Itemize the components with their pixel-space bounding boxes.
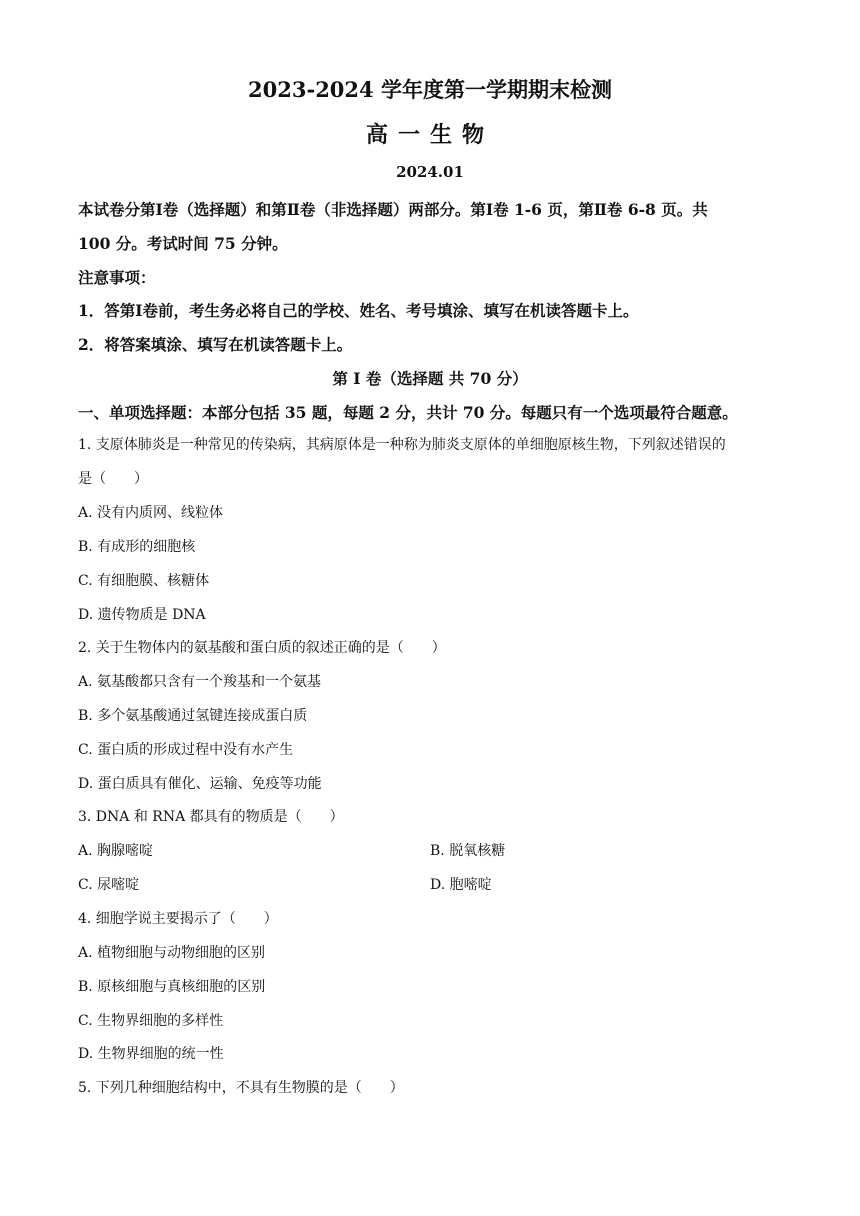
question-3-option-c: C. 尿嘧啶 <box>78 877 140 893</box>
question-3-stem: 3. DNA 和 RNA 都具有的物质是（ ） <box>78 809 344 825</box>
question-4-option-b: B. 原核细胞与真核细胞的区别 <box>78 979 266 995</box>
question-3-option-b: B. 脱氧核糖 <box>430 843 506 859</box>
exam-date: 2024.01 <box>396 163 464 181</box>
intro-line-1: 本试卷分第Ⅰ卷（选择题）和第Ⅱ卷（非选择题）两部分。第Ⅰ卷 1-6 页，第Ⅱ卷 6-8 页。共 <box>78 200 708 219</box>
exam-title: 2023-2024 学年度第一学期期末检测 <box>248 77 612 102</box>
intro-line-2: 100 分。考试时间 75 分钟。 <box>78 234 288 253</box>
question-4-stem: 4. 细胞学说主要揭示了（ ） <box>78 911 278 927</box>
section-heading: 第 Ⅰ 卷（选择题 共 70 分） <box>332 369 528 388</box>
question-4-option-c: C. 生物界细胞的多样性 <box>78 1013 224 1029</box>
question-2-option-b: B. 多个氨基酸通过氢键连接成蛋白质 <box>78 708 308 724</box>
question-1-option-d: D. 遗传物质是 DNA <box>78 607 206 623</box>
question-2-option-a: A. 氨基酸都只含有一个羧基和一个氨基 <box>78 674 322 690</box>
question-1-option-a: A. 没有内质网、线粒体 <box>78 505 224 521</box>
section-instruction: 一、单项选择题：本部分包括 35 题，每题 2 分，共计 70 分。每题只有一个选项最符合题意。 <box>78 403 738 422</box>
question-1-option-b: B. 有成形的细胞核 <box>78 539 196 555</box>
question-4-option-a: A. 植物细胞与动物细胞的区别 <box>78 945 266 961</box>
subject-title: 高一生物 <box>365 122 494 148</box>
question-5-stem: 5. 下列几种细胞结构中，不具有生物膜的是（ ） <box>78 1080 404 1096</box>
notice-item-2: 2．将答案填涂、填写在机读答题卡上。 <box>78 335 353 354</box>
question-1-option-c: C. 有细胞膜、核糖体 <box>78 573 210 589</box>
question-3-option-d: D. 胞嘧啶 <box>430 877 492 893</box>
question-3-option-a: A. 胸腺嘧啶 <box>78 843 154 859</box>
notice-heading: 注意事项： <box>78 268 156 287</box>
question-2-option-c: C. 蛋白质的形成过程中没有水产生 <box>78 742 294 758</box>
notice-item-1: 1．答第Ⅰ卷前，考生务必将自己的学校、姓名、考号填涂、填写在机读答题卡上。 <box>78 301 639 320</box>
question-1-stem-line-2: 是（ ） <box>78 471 148 487</box>
question-2-stem: 2. 关于生物体内的氨基酸和蛋白质的叙述正确的是（ ） <box>78 640 446 656</box>
question-4-option-d: D. 生物界细胞的统一性 <box>78 1046 224 1062</box>
question-1-stem-line-1: 1. 支原体肺炎是一种常见的传染病，其病原体是一种称为肺炎支原体的单细胞原核生物，下列叙述错误的 <box>78 437 726 453</box>
question-2-option-d: D. 蛋白质具有催化、运输、免疫等功能 <box>78 776 322 792</box>
